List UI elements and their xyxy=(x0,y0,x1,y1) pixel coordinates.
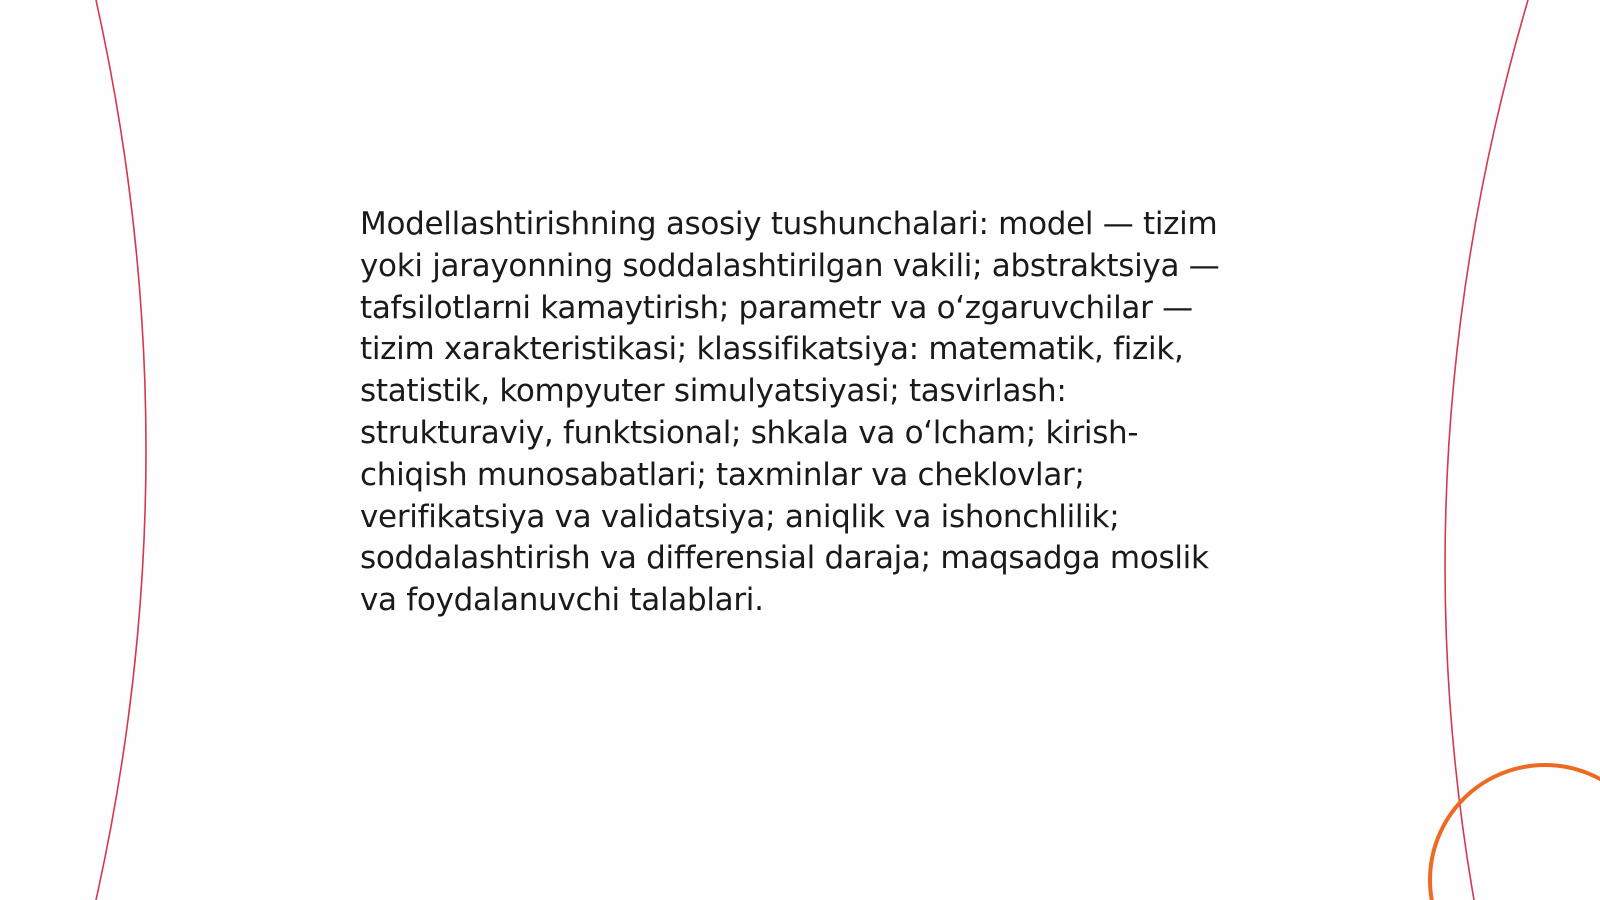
accent-circle xyxy=(1430,765,1600,900)
body-text: Modellashtirishning asosiy tushunchalari: model — tizim yoki jarayonning soddalashtirilgan vakili; abstraktsiya — tafsilotlarni kamaytirish; parametr va oʻzgaruvchilar — tizim xarakteristikasi; klassifikatsiya: matematik, fizik, statistik, kompyuter simulyatsiyasi; tasvirlash: strukturaviy, funktsional; shkala va oʻlcham; kirish-chiqish munosabatlari; taxminlar va cheklovlar; verifikatsiya va validatsiya; aniqlik va ishonchlilik; soddalashtirish va differensial daraja; maqsadga moslik va foydalanuvchi talablari. xyxy=(360,206,1220,619)
right-arc-line xyxy=(1445,0,1528,900)
left-arc-line xyxy=(96,0,146,900)
